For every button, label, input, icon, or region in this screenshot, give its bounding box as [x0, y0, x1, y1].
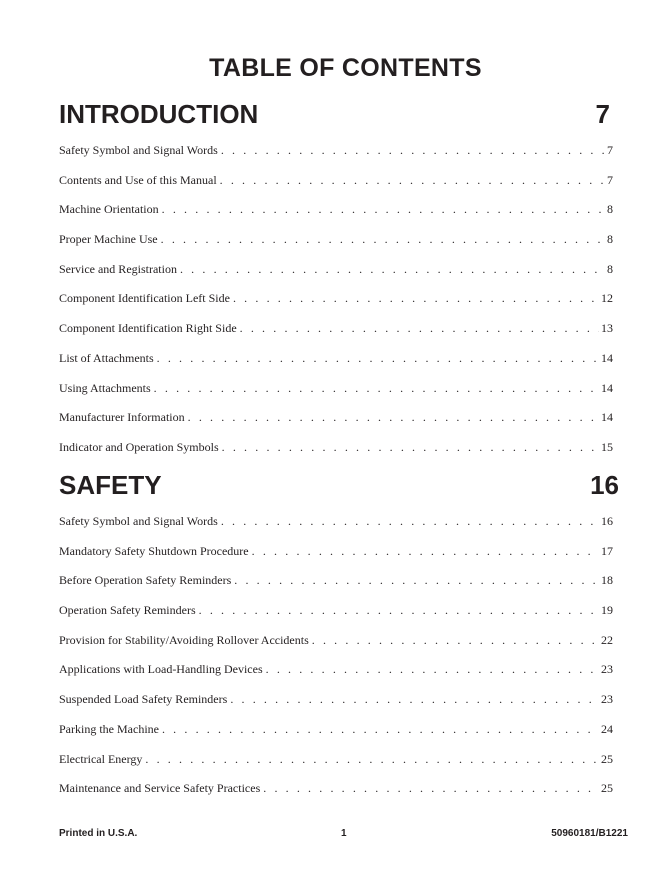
toc-entry-page: 8: [607, 232, 613, 247]
toc-entry[interactable]: [59, 321, 613, 351]
toc-entry[interactable]: [59, 232, 613, 262]
section-heading-page: 7: [595, 99, 610, 129]
dot-leader: [188, 410, 599, 425]
toc-entry-page: 8: [607, 202, 613, 217]
toc-entry-title: Parking the Machine: [59, 721, 159, 736]
dot-leader: [240, 321, 599, 336]
page-footer: [59, 828, 628, 842]
toc-entry-page: 7: [607, 143, 613, 157]
dot-leader: [162, 202, 605, 217]
section-heading-page: 16: [590, 470, 619, 500]
dot-leader: [145, 752, 599, 767]
toc-list-safety: [59, 514, 613, 811]
toc-entry[interactable]: [59, 573, 613, 603]
dot-leader: [233, 291, 599, 306]
toc-entry-page: 16: [601, 514, 613, 528]
footer-printed-in: Printed in U.S.A.: [59, 828, 138, 839]
dot-leader: [161, 232, 605, 247]
toc-entry-page: 17: [601, 543, 613, 558]
toc-entry-page: 8: [607, 261, 613, 276]
dot-leader: [157, 351, 599, 366]
toc-entry[interactable]: [59, 544, 613, 574]
toc-entry-title: Component Identification Right Side: [59, 321, 237, 336]
toc-entry-page: 14: [601, 410, 613, 425]
section-heading-introduction: [59, 99, 610, 130]
toc-entry-title: Indicator and Operation Symbols: [59, 439, 219, 454]
section-heading-title: SAFETY: [59, 470, 162, 500]
toc-entry-page: 13: [601, 321, 613, 336]
toc-entry[interactable]: [59, 291, 613, 321]
dot-leader: [162, 722, 599, 737]
toc-entry-title: Electrical Energy: [59, 751, 143, 766]
toc-entry[interactable]: [59, 351, 613, 381]
toc-entry-title: Using Attachments: [59, 380, 151, 395]
toc-entry[interactable]: [59, 381, 613, 411]
toc-entry[interactable]: [59, 514, 613, 544]
page-title: TABLE OF CONTENTS: [209, 54, 482, 82]
toc-entry-page: 24: [601, 721, 613, 736]
section-heading-title: INTRODUCTION: [59, 99, 259, 129]
toc-entry-page: 7: [607, 172, 613, 187]
toc-entry-title: Machine Orientation: [59, 202, 159, 217]
toc-entry-title: Component Identification Left Side: [59, 291, 230, 306]
toc-entry[interactable]: [59, 410, 613, 440]
toc-entry-page: 14: [601, 380, 613, 395]
dot-leader: [220, 173, 605, 188]
toc-list-introduction: [59, 143, 613, 470]
footer-page-number: 1: [341, 828, 347, 839]
dot-leader: [312, 633, 599, 648]
toc-entry-page: 25: [601, 781, 613, 796]
toc-entry-title: Safety Symbol and Signal Words: [59, 143, 218, 157]
toc-entry-title: Operation Safety Reminders: [59, 603, 196, 618]
toc-entry[interactable]: [59, 262, 613, 292]
toc-entry-title: Service and Registration: [59, 261, 177, 276]
dot-leader: [230, 692, 599, 707]
toc-entry[interactable]: [59, 173, 613, 203]
toc-entry-title: Proper Machine Use: [59, 232, 158, 247]
dot-leader: [252, 544, 599, 559]
dot-leader: [266, 662, 599, 677]
toc-entry-title: Provision for Stability/Avoiding Rollover Accidents: [59, 632, 309, 647]
toc-entry-page: 15: [601, 439, 613, 454]
footer-document-number: 50960181/B1221: [551, 828, 628, 839]
dot-leader: [222, 440, 599, 455]
toc-entry-title: Safety Symbol and Signal Words: [59, 514, 218, 528]
dot-leader: [221, 143, 605, 158]
toc-entry[interactable]: [59, 781, 613, 811]
section-heading-safety: [59, 470, 619, 501]
toc-entry-page: 23: [601, 662, 613, 677]
toc-entry[interactable]: [59, 143, 613, 173]
dot-leader: [180, 262, 605, 277]
toc-entry[interactable]: [59, 722, 613, 752]
toc-entry-title: List of Attachments: [59, 350, 154, 365]
toc-entry[interactable]: [59, 662, 613, 692]
dot-leader: [221, 514, 599, 529]
toc-entry-page: 19: [601, 603, 613, 618]
toc-entry-title: Mandatory Safety Shutdown Procedure: [59, 543, 249, 558]
dot-leader: [263, 781, 599, 796]
toc-entry-title: Maintenance and Service Safety Practices: [59, 781, 261, 796]
toc-entry-title: Before Operation Safety Reminders: [59, 573, 232, 588]
toc-entry-title: Manufacturer Information: [59, 410, 185, 425]
toc-entry[interactable]: [59, 202, 613, 232]
toc-entry[interactable]: [59, 603, 613, 633]
toc-entry[interactable]: [59, 692, 613, 722]
toc-entry-page: 25: [601, 751, 613, 766]
toc-entry-title: Suspended Load Safety Reminders: [59, 692, 228, 707]
toc-entry[interactable]: [59, 633, 613, 663]
toc-entry-page: 23: [601, 692, 613, 707]
toc-entry-title: Applications with Load-Handling Devices: [59, 662, 263, 677]
toc-entry[interactable]: [59, 440, 613, 470]
dot-leader: [199, 603, 599, 618]
toc-entry-page: 22: [601, 632, 613, 647]
toc-entry-page: 14: [601, 350, 613, 365]
toc-entry-title: Contents and Use of this Manual: [59, 172, 217, 187]
toc-entry[interactable]: [59, 752, 613, 782]
toc-entry-page: 18: [601, 573, 613, 588]
toc-entry-page: 12: [601, 291, 613, 306]
dot-leader: [234, 573, 599, 588]
dot-leader: [154, 381, 599, 396]
